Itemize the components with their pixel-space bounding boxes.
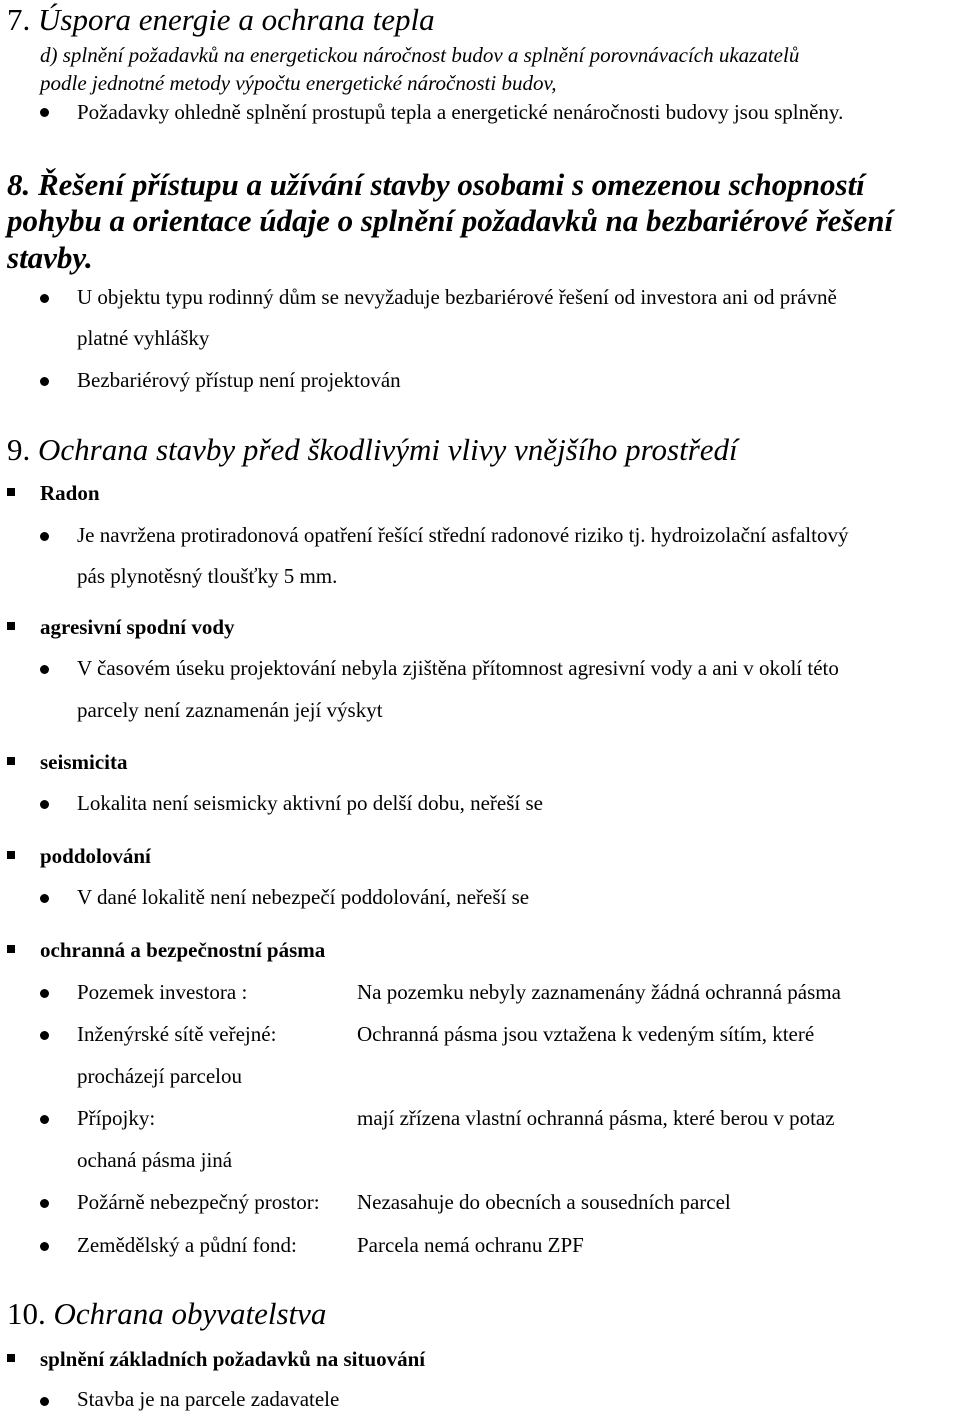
section-10-title bbox=[7, 1296, 326, 1332]
bullet-icon bbox=[40, 294, 49, 303]
zone-value: mají zřízena vlastní ochranná pásma, které berou v potaz bbox=[357, 1106, 835, 1130]
section-9-title-text: Ochrana stavby před škodlivými vlivy vnějšího prostředí bbox=[38, 432, 738, 467]
bullet-icon bbox=[40, 665, 49, 674]
section-9-number: 9. bbox=[7, 432, 31, 467]
square-bullet-icon bbox=[7, 851, 15, 859]
bullet-icon bbox=[40, 532, 49, 541]
bullet-icon bbox=[40, 894, 49, 903]
water-heading: agresivní spodní vody bbox=[40, 615, 235, 639]
mining-line1: V dané lokalitě není nebezpečí poddolování, neřeší se bbox=[77, 885, 530, 909]
section-10-bullet1: Stavba je na parcele zadavatele bbox=[77, 1387, 340, 1411]
section-8-bullet1-line2: platné vyhlášky bbox=[77, 326, 210, 350]
bullet-icon bbox=[40, 989, 49, 998]
bullet-icon bbox=[40, 1242, 49, 1251]
square-bullet-icon bbox=[7, 945, 15, 953]
section-8-bullet1-line1: U objektu typu rodinný dům se nevyžaduje bezbariérové řešení od investora ani od právně bbox=[77, 285, 837, 309]
radon-heading: Radon bbox=[40, 481, 100, 505]
square-bullet-icon bbox=[7, 1354, 15, 1362]
mining-heading: poddolování bbox=[40, 844, 151, 868]
section-9-title bbox=[7, 432, 738, 468]
zones-heading: ochranná a bezpečnostní pásma bbox=[40, 938, 326, 962]
square-bullet-icon bbox=[7, 757, 15, 765]
section-7-d-line1: d) splnění požadavků na energetickou náročnost budov a splnění porovnávacích ukazatelů bbox=[40, 43, 800, 67]
bullet-icon bbox=[40, 1199, 49, 1208]
zone-continuation: procházejí parcelou bbox=[77, 1064, 242, 1088]
zone-value: Na pozemku nebyly zaznamenány žádná ochranná pásma bbox=[357, 980, 841, 1004]
section-7-bullet: Požadavky ohledně splnění prostupů tepla a energetické nenáročnosti budovy jsou splněny. bbox=[77, 100, 844, 124]
zone-label: Zemědělský a půdní fond: bbox=[77, 1233, 297, 1257]
radon-line1: Je navržena protiradonová opatření řešící střední radonové riziko tj. hydroizolační asfaltový bbox=[77, 523, 849, 547]
zone-value: Parcela nemá ochranu ZPF bbox=[357, 1233, 584, 1257]
zone-continuation: ochaná pásma jiná bbox=[77, 1148, 233, 1172]
section-10-requirements-heading: splnění základních požadavků na situování bbox=[40, 1347, 426, 1371]
zone-label: Požárně nebezpečný prostor: bbox=[77, 1190, 320, 1214]
seismic-line1: Lokalita není seismicky aktivní po delší dobu, neřeší se bbox=[77, 791, 543, 815]
section-8-title-line3: stavby. bbox=[7, 240, 93, 275]
bullet-icon bbox=[40, 377, 49, 386]
section-10-number: 10. bbox=[7, 1296, 46, 1331]
square-bullet-icon bbox=[7, 488, 15, 496]
square-bullet-icon bbox=[7, 622, 15, 630]
bullet-icon bbox=[40, 800, 49, 809]
section-7-title bbox=[7, 2, 435, 38]
bullet-icon bbox=[40, 1115, 49, 1124]
bullet-icon bbox=[40, 1397, 49, 1406]
section-7-d-line2: podle jednotné metody výpočtu energetické náročnosti budov, bbox=[40, 71, 557, 95]
seismic-heading: seismicita bbox=[40, 750, 128, 774]
bullet-icon bbox=[40, 108, 49, 117]
section-8-bullet2: Bezbariérový přístup není projektován bbox=[77, 368, 401, 392]
bullet-icon bbox=[40, 1031, 49, 1040]
zone-label: Přípojky: bbox=[77, 1106, 156, 1130]
section-8-title-line1: 8. Řešení přístupu a užívání stavby osobami s omezenou schopností bbox=[7, 167, 865, 202]
zone-label: Pozemek investora : bbox=[77, 980, 248, 1004]
water-line2: parcely není zaznamenán její výskyt bbox=[77, 698, 383, 722]
section-10-title-text: Ochrana obyvatelstva bbox=[53, 1296, 327, 1331]
section-7-number: 7. bbox=[7, 2, 31, 37]
section-8-title-line2: pohybu a orientace údaje o splnění požadavků na bezbariérové řešení bbox=[7, 203, 894, 238]
zone-value: Nezasahuje do obecních a sousedních parcel bbox=[357, 1190, 731, 1214]
radon-line2: pás plynotěsný tloušťky 5 mm. bbox=[77, 564, 338, 588]
zone-label: Inženýrské sítě veřejné: bbox=[77, 1022, 277, 1046]
water-line1: V časovém úseku projektování nebyla zjištěna přítomnost agresivní vody a ani v okolí této bbox=[77, 656, 839, 680]
section-7-title-text: Úspora energie a ochrana tepla bbox=[38, 2, 435, 37]
zone-value: Ochranná pásma jsou vztažena k vedeným sítím, které bbox=[357, 1022, 815, 1046]
